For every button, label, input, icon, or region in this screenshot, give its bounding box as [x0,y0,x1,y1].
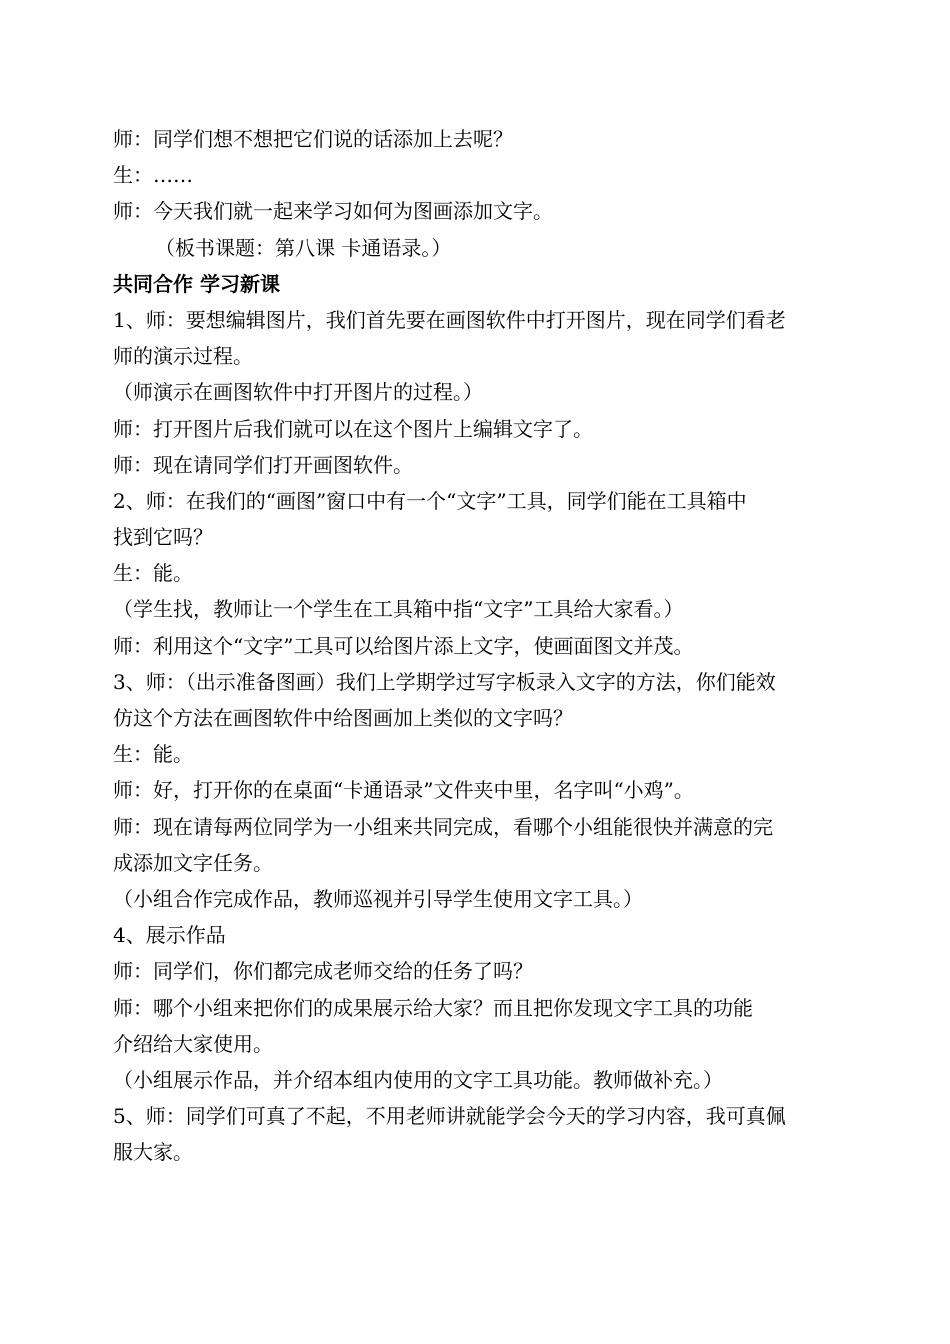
text-line-15: 师：利用这个“文字”工具可以给图片添上文字，使画面图文并茂。 [113,633,694,658]
text-line-11: 2、师：在我们的“画图”窗口中有一个“文字”工具，同学们能在工具箱中 [113,488,747,513]
text-line-19: 师：好，打开你的在桌面“卡通语录”文件夹中里，名字叫“小鸡”。 [113,778,694,803]
board-title-note: （板书课题：第八课 卡通语录。） [155,235,452,260]
text-line-28: 5、师：同学们可真了不起，不用老师讲就能学会今天的学习内容，我可真佩 [113,1104,786,1129]
text-line-1: 师：同学们想不想把它们说的话添加上去呢？ [113,127,513,151]
text-line-27: （小组展示作品，并介绍本组内使用的文字工具功能。教师做补充。） [113,1067,723,1092]
section-heading: 共同合作 学习新课 [113,271,280,296]
text-line-25: 师：哪个小组来把你们的成果展示给大家？而且把你发现文字工具的功能 [113,995,753,1020]
document-body [113,121,843,1170]
text-line-3: 师：今天我们就一起来学习如何为图画添加文字。 [113,199,553,224]
text-line-16: 3、师：（出示准备图画）我们上学期学过写字板录入文字的方法，你们能效 [113,669,776,694]
text-line-23: 4、展示作品 [113,923,226,948]
text-line-7: 师的演示过程。 [113,344,253,369]
text-line-2: 生：…… [113,163,193,188]
text-line-8: （师演示在画图软件中打开图片的过程。） [113,380,483,405]
text-line-22: （小组合作完成作品，教师巡视并引导学生使用文字工具。） [113,886,643,911]
text-line-26: 介绍给大家使用。 [113,1031,273,1056]
text-line-21: 成添加文字任务。 [113,850,273,875]
text-line-6: 1、师：要想编辑图片，我们首先要在画图软件中打开图片，现在同学们看老 [113,307,786,332]
text-line-13: 生：能。 [113,561,193,586]
text-line-14: （学生找，教师让一个学生在工具箱中指“文字”工具给大家看。） [113,597,684,622]
text-line-18: 生：能。 [113,742,193,767]
text-line-29: 服大家。 [113,1140,193,1165]
text-line-10: 师：现在请同学们打开画图软件。 [113,452,413,477]
text-line-20: 师：现在请每两位同学为一小组来共同完成，看哪个小组能很快并满意的完 [113,814,773,839]
text-line-12: 找到它吗？ [113,525,213,550]
text-line-24: 师：同学们，你们都完成老师交给的任务了吗？ [113,959,533,984]
text-line-17: 仿这个方法在画图软件中给图画加上类似的文字吗？ [113,706,573,730]
text-line-9: 师：打开图片后我们就可以在这个图片上编辑文字了。 [113,416,593,441]
